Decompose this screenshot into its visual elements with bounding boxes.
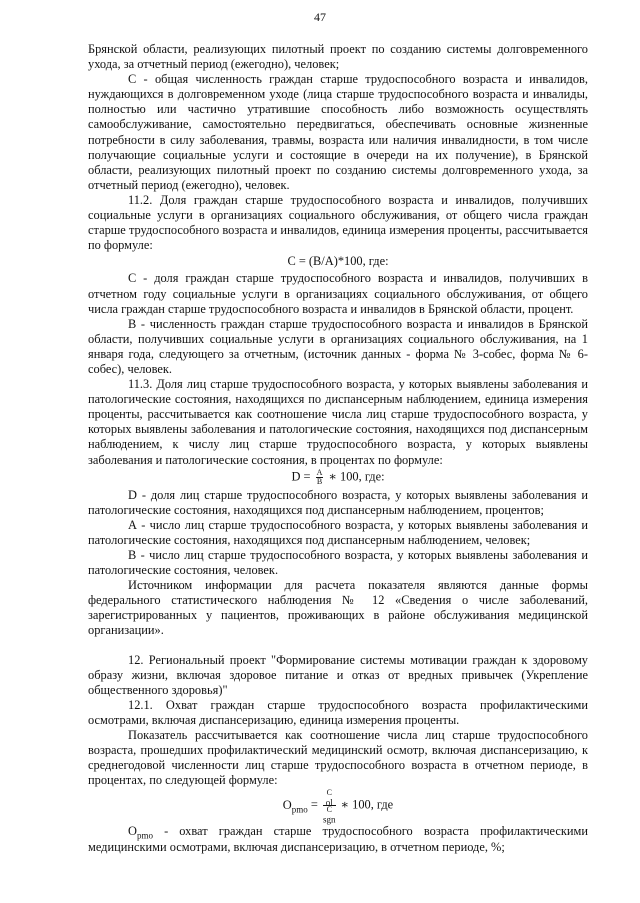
formula-opmo-lhs (282, 797, 308, 815)
paragraph-b-count: В - численность граждан старше трудоспособного возраста и инвалидов в Брянской области, получивших социальные услуги в организациях социального обслуживания, на 1 января года, следующего за отчетным, (источник данных - форма № 3-собес, форма № 6-собес), человек. (88, 316, 588, 376)
formula-opmo-symbol: O (282, 797, 292, 812)
formula-opmo-rhs: ∗ 100, где (340, 797, 394, 812)
numerator-symbol: C (326, 788, 332, 798)
formula-d-numerator: A (316, 467, 323, 477)
denominator-subscript: sgn (322, 815, 336, 825)
paragraph-d-definition: D - доля лиц старше трудоспособного возраста, у которых выявлены заболевания и патологические состояния, находящихся под диспансерным наблюдением, процентов; (88, 487, 588, 517)
paragraph-a-definition: А - число лиц старше трудоспособного возраста, у которых выявлены заболевания и патологические состояния, находящихся под диспансерным наблюдением, человек; (88, 517, 588, 547)
formula-opmo-subscript: pmo (291, 804, 308, 815)
formula-opmo-numerator (323, 789, 336, 806)
opmo-symbol: О (128, 824, 137, 839)
formula-opmo-fraction (322, 788, 336, 825)
paragraph-source: Источником информации для расчета показателя являются данные формы федерального статистического наблюдения № 12 «Сведения о числе заболеваний, зарегистрированных у пациентов, проживающих в районе обслуживания медицинской организации». (88, 578, 588, 638)
spacer (88, 639, 588, 653)
formula-opmo-denominator (322, 805, 336, 825)
paragraph-c-definition: С - общая численность граждан старше трудоспособного возраста и инвалидов, нуждающихся в долговременном уходе (лица старше трудоспособного возраста и инвалиды, полностью или частично утратившие способность либо возможность осуществлять самообслуживание, самостоятельно передвигаться, обеспечивать основные жизненные потребности в силу заболевания, травмы, возраста или наличия инвалидности, в том числе получающие социальные услуги и состоящие в очереди на их получение), в Брянской области, реализующих пилотный проект по созданию системы долговременного ухода, за отчетный период (ежегодно), человек. (88, 72, 588, 192)
paragraph-continuation: Брянской области, реализующих пилотный проект по созданию системы долговременного ухода, за отчетный период (ежегодно), человек; (88, 42, 588, 72)
page-number: 47 (314, 10, 326, 24)
formula-d-rhs: ∗ 100, где: (328, 468, 385, 483)
paragraph-11-3: 11.3. Доля лиц старше трудоспособного возраста, у которых выявлены заболевания и патологические состояния, находящихся по диспансерным наблюдением, единица измерения проценты, рассчитывается как соотношение числа лиц старше трудоспособного возраста, у которых выявлены заболевания и патологические состояния, находящихся под диспансерным наблюдением, к числу лиц старше трудоспособного возраста, у которых выявлены заболевания и патологические состояния, в процентах по формуле: (88, 377, 588, 467)
paragraph-12-1: 12.1. Охват граждан старше трудоспособного возраста профилактическими осмотрами, включая диспансеризацию, единица измерения проценты. (88, 697, 588, 727)
paragraph-b-definition: В - число лиц старше трудоспособного возраста, у которых выявлены заболевания и патологические состояния, человек. (88, 548, 588, 578)
formula-d-lhs: D = (291, 468, 311, 483)
numerator-subscript: ol (325, 798, 333, 808)
denominator-symbol: C (326, 805, 332, 815)
document-body (88, 42, 588, 855)
paragraph-11-2: 11.2. Доля граждан старше трудоспособного возраста и инвалидов, получивших социальные услуги в организациях социального обслуживания, от общего числа граждан старше трудоспособного возраста и инвалидов, единица измерения проценты, рассчитывается по формуле: (88, 192, 588, 253)
formula-d-denominator: B (316, 476, 323, 486)
formula-opmo (88, 788, 588, 825)
formula-d (88, 469, 588, 486)
paragraph-indicator-calc: Показатель рассчитывается как соотношение числа лиц старше трудоспособного возраста, прошедших профилактический медицинский осмотр, включая диспансеризацию, к среднегодовой численности лиц старше трудоспособного возраста в отчетном периоде, в процентах, по следующей формуле: (88, 728, 588, 788)
paragraph-c-share: С - доля граждан старше трудоспособного возраста и инвалидов, получивших в отчетном году социальные услуги в организациях социального обслуживания, от общего числа граждан старше трудоспособного возраста и инвалидов в Брянской области, процент. (88, 271, 588, 316)
opmo-subscript: pmo (136, 830, 153, 841)
paragraph-opmo-definition (88, 824, 588, 854)
formula-c: С = (В/А)*100, где: (287, 254, 389, 269)
paragraph-section-12: 12. Региональный проект "Формирование системы мотивации граждан к здоровому образу жизни, включая здоровое питание и отказ от вредных привычек (Укрепление общественного здоровья)" (88, 652, 588, 697)
formula-d-fraction (316, 469, 324, 486)
opmo-definition-text: - охват граждан старше трудоспособного возраста профилактическими медицинскими осмотрами, включая диспансеризацию, в отчетном периоде, %; (88, 824, 588, 854)
formula-opmo-eq: = (310, 797, 318, 812)
